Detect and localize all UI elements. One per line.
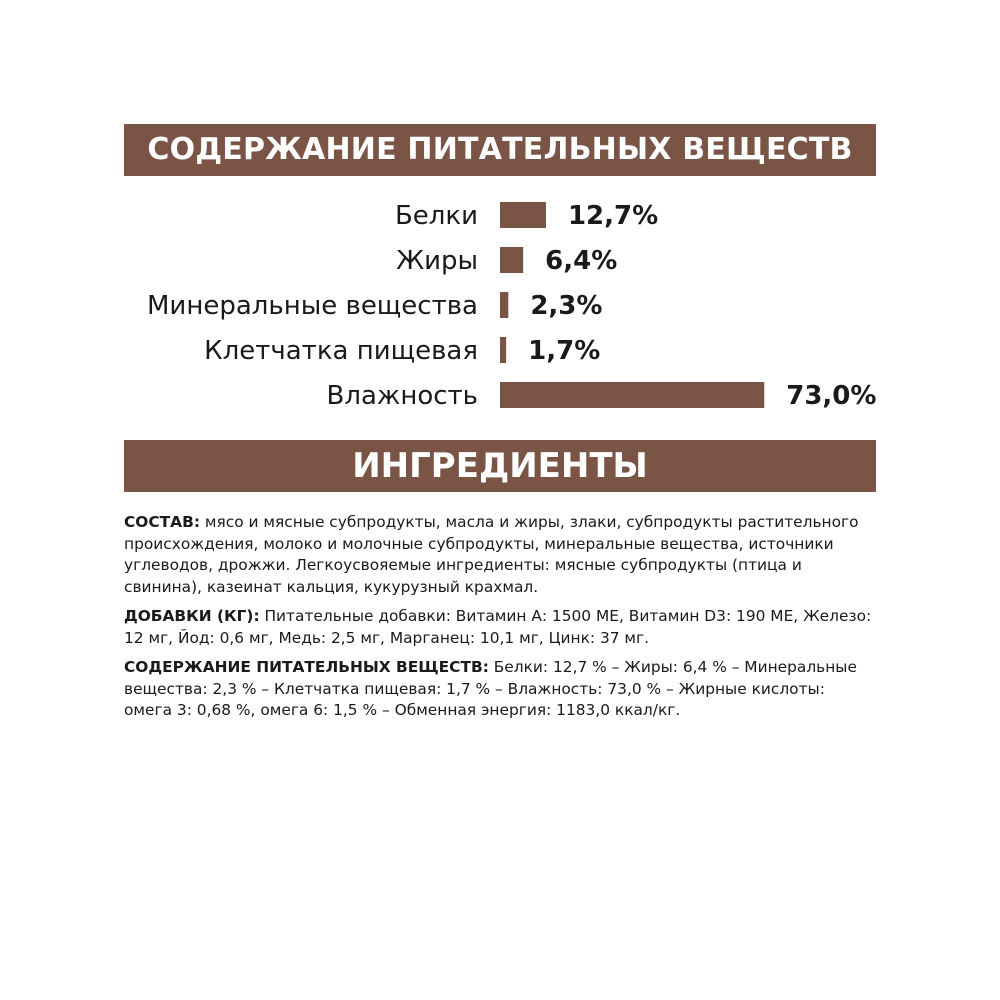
bar-label: Минеральные вещества xyxy=(147,291,478,321)
nutrients-title: СОДЕРЖАНИЕ ПИТАТЕЛЬНЫХ ВЕЩЕСТВ xyxy=(147,132,853,167)
additives-key: ДОБАВКИ (КГ): xyxy=(124,607,260,625)
nutrients-bar-chart xyxy=(0,190,1000,420)
additives-paragraph xyxy=(124,606,876,649)
bar-value-label: 2,3% xyxy=(530,291,603,321)
bar xyxy=(500,202,546,228)
bar xyxy=(500,337,506,363)
composition-paragraph xyxy=(124,512,876,598)
composition-key: СОСТАВ: xyxy=(124,513,200,531)
bar-label: Клетчатка пищевая xyxy=(204,336,478,366)
ingredients-title: ИНГРЕДИЕНТЫ xyxy=(352,446,648,486)
bar xyxy=(500,292,508,318)
bar-label: Белки xyxy=(394,201,478,231)
bar-value-label: 1,7% xyxy=(528,336,601,366)
bar-label: Жиры xyxy=(396,246,478,276)
composition-text: мясо и мясные субпродукты, масла и жиры, злаки, субпродукты растительного происхождения, молоко и молочные субпродукты, минеральные вещества, источники углеводов, дрожжи. Легкоусвояемые ингредиенты: мясные субпродукты (птица и свинина), казеинат кальция, кукурузный крахмал. xyxy=(124,513,859,596)
bar xyxy=(500,247,523,273)
bar-value-label: 73,0% xyxy=(786,381,877,411)
ingredients-banner xyxy=(124,440,876,492)
bar-label: Влажность xyxy=(326,381,478,411)
nutrients-key: СОДЕРЖАНИЕ ПИТАТЕЛЬНЫХ ВЕЩЕСТВ: xyxy=(124,658,489,676)
nutrients-banner xyxy=(124,124,876,176)
bar-value-label: 6,4% xyxy=(545,246,618,276)
bar-value-label: 12,7% xyxy=(567,201,659,231)
bar xyxy=(500,382,764,408)
additives-text: Питательные добавки: Витамин А: 1500 МЕ, Витамин D3: 190 МЕ, Железо: 12 мг, Йод: 0,6 мг, Медь: 2,5 мг, Марганец: 10,1 мг, Цинк: 37 мг. xyxy=(124,607,872,647)
nutrients-paragraph xyxy=(124,657,876,722)
nutrients-text: Белки: 12,7 % – Жиры: 6,4 % – Минеральные вещества: 2,3 % – Клетчатка пищевая: 1,7 % – Влажность: 73,0 % – Жирные кислоты: омега 3: 0,68 %, омега 6: 1,5 % – Обменная энергия: 1183,0 ккал/кг. xyxy=(124,658,857,719)
ingredients-text xyxy=(124,512,876,730)
